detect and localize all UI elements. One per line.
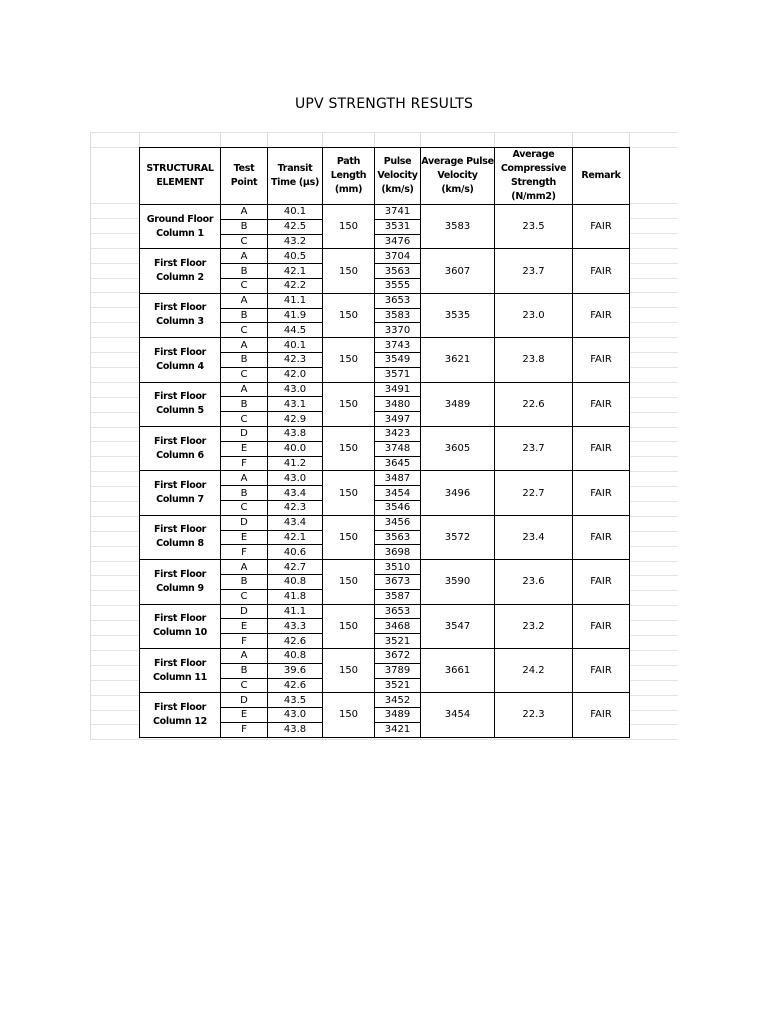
transit-time-cell: 43.1 [268, 397, 323, 412]
test-point-cell: F [221, 545, 268, 560]
transit-time-cell: 42.6 [268, 678, 323, 693]
remark-cell: FAIR [573, 426, 630, 470]
average-pulse-velocity-cell: 3535 [421, 293, 495, 337]
average-strength-cell: 23.2 [495, 604, 573, 648]
path-length-cell: 150 [323, 426, 375, 470]
transit-time-cell: 40.8 [268, 574, 323, 589]
pulse-velocity-cell: 3421 [375, 722, 421, 737]
transit-time-cell: 42.3 [268, 500, 323, 515]
structural-element-cell: First Floor Column 4 [140, 338, 221, 382]
transit-time-cell: 42.1 [268, 264, 323, 279]
test-point-cell: F [221, 456, 268, 471]
test-point-cell: E [221, 530, 268, 545]
header-average-compressive-strength: Average Compressive Strength (N/mm2) [495, 148, 573, 205]
transit-time-cell: 43.3 [268, 619, 323, 634]
structural-element-cell: First Floor Column 7 [140, 471, 221, 515]
test-point-cell: B [221, 264, 268, 279]
transit-time-cell: 41.9 [268, 308, 323, 323]
pulse-velocity-cell: 3673 [375, 574, 421, 589]
transit-time-cell: 41.1 [268, 293, 323, 308]
pulse-velocity-cell: 3468 [375, 619, 421, 634]
transit-time-cell: 41.2 [268, 456, 323, 471]
test-point-cell: B [221, 219, 268, 234]
average-strength-cell: 22.3 [495, 693, 573, 737]
pulse-velocity-cell: 3491 [375, 382, 421, 397]
average-pulse-velocity-cell: 3583 [421, 205, 495, 249]
remark-cell: FAIR [573, 648, 630, 692]
average-strength-cell: 23.7 [495, 249, 573, 293]
transit-time-cell: 42.0 [268, 367, 323, 382]
average-pulse-velocity-cell: 3496 [421, 471, 495, 515]
structural-element-cell: First Floor Column 5 [140, 382, 221, 426]
test-point-cell: C [221, 367, 268, 382]
average-pulse-velocity-cell: 3590 [421, 560, 495, 604]
test-point-cell: C [221, 278, 268, 293]
transit-time-cell: 41.8 [268, 589, 323, 604]
transit-time-cell: 40.5 [268, 249, 323, 264]
header-test-point: Test Point [221, 148, 268, 205]
transit-time-cell: 43.0 [268, 708, 323, 723]
pulse-velocity-cell: 3587 [375, 589, 421, 604]
test-point-cell: D [221, 604, 268, 619]
structural-element-cell: First Floor Column 11 [140, 648, 221, 692]
pulse-velocity-cell: 3583 [375, 308, 421, 323]
results-body [140, 205, 630, 738]
header-path-length: Path Length (mm) [323, 148, 375, 205]
test-point-cell: A [221, 249, 268, 264]
test-point-cell: B [221, 486, 268, 501]
path-length-cell: 150 [323, 338, 375, 382]
pulse-velocity-cell: 3480 [375, 397, 421, 412]
pulse-velocity-cell: 3698 [375, 545, 421, 560]
structural-element-cell: First Floor Column 9 [140, 560, 221, 604]
test-point-cell: E [221, 708, 268, 723]
test-point-cell: B [221, 308, 268, 323]
test-point-cell: C [221, 678, 268, 693]
test-point-cell: A [221, 293, 268, 308]
pulse-velocity-cell: 3423 [375, 426, 421, 441]
average-pulse-velocity-cell: 3605 [421, 426, 495, 470]
average-strength-cell: 22.7 [495, 471, 573, 515]
pulse-velocity-cell: 3704 [375, 249, 421, 264]
remark-cell: FAIR [573, 293, 630, 337]
structural-element-cell: First Floor Column 6 [140, 426, 221, 470]
pulse-velocity-cell: 3789 [375, 663, 421, 678]
pulse-velocity-cell: 3476 [375, 234, 421, 249]
transit-time-cell: 43.2 [268, 234, 323, 249]
structural-element-cell: First Floor Column 10 [140, 604, 221, 648]
transit-time-cell: 44.5 [268, 323, 323, 338]
transit-time-cell: 42.1 [268, 530, 323, 545]
transit-time-cell: 42.9 [268, 412, 323, 427]
transit-time-cell: 43.4 [268, 515, 323, 530]
path-length-cell: 150 [323, 293, 375, 337]
test-point-cell: B [221, 397, 268, 412]
upv-results-table [139, 147, 630, 738]
transit-time-cell: 40.6 [268, 545, 323, 560]
path-length-cell: 150 [323, 604, 375, 648]
pulse-velocity-cell: 3452 [375, 693, 421, 708]
transit-time-cell: 43.4 [268, 486, 323, 501]
table-row [140, 293, 630, 308]
transit-time-cell: 40.0 [268, 441, 323, 456]
transit-time-cell: 40.1 [268, 338, 323, 353]
structural-element-cell: Ground Floor Column 1 [140, 205, 221, 249]
header-average-pulse-velocity: Average Pulse Velocity (km/s) [421, 148, 495, 205]
table-row [140, 648, 630, 663]
remark-cell: FAIR [573, 205, 630, 249]
pulse-velocity-cell: 3549 [375, 352, 421, 367]
page-title: UPV STRENGTH RESULTS [294, 96, 474, 112]
table-row [140, 515, 630, 530]
path-length-cell: 150 [323, 648, 375, 692]
pulse-velocity-cell: 3546 [375, 500, 421, 515]
path-length-cell: 150 [323, 560, 375, 604]
remark-cell: FAIR [573, 693, 630, 737]
test-point-cell: F [221, 722, 268, 737]
remark-cell: FAIR [573, 249, 630, 293]
test-point-cell: C [221, 589, 268, 604]
test-point-cell: F [221, 634, 268, 649]
test-point-cell: E [221, 441, 268, 456]
test-point-cell: C [221, 234, 268, 249]
pulse-velocity-cell: 3743 [375, 338, 421, 353]
path-length-cell: 150 [323, 205, 375, 249]
pulse-velocity-cell: 3748 [375, 441, 421, 456]
test-point-cell: A [221, 382, 268, 397]
pulse-velocity-cell: 3521 [375, 634, 421, 649]
test-point-cell: D [221, 693, 268, 708]
transit-time-cell: 43.8 [268, 426, 323, 441]
pulse-velocity-cell: 3454 [375, 486, 421, 501]
transit-time-cell: 40.1 [268, 205, 323, 220]
pulse-velocity-cell: 3370 [375, 323, 421, 338]
test-point-cell: D [221, 515, 268, 530]
header-structural-element: STRUCTURAL ELEMENT [140, 148, 221, 205]
average-strength-cell: 22.6 [495, 382, 573, 426]
pulse-velocity-cell: 3653 [375, 604, 421, 619]
pulse-velocity-cell: 3489 [375, 708, 421, 723]
remark-cell: FAIR [573, 471, 630, 515]
average-strength-cell: 24.2 [495, 648, 573, 692]
table-row [140, 426, 630, 441]
pulse-velocity-cell: 3741 [375, 205, 421, 220]
test-point-cell: A [221, 648, 268, 663]
pulse-velocity-cell: 3510 [375, 560, 421, 575]
test-point-cell: A [221, 471, 268, 486]
table-row [140, 249, 630, 264]
remark-cell: FAIR [573, 382, 630, 426]
table-row [140, 338, 630, 353]
pulse-velocity-cell: 3563 [375, 530, 421, 545]
test-point-cell: C [221, 323, 268, 338]
test-point-cell: C [221, 412, 268, 427]
test-point-cell: B [221, 574, 268, 589]
path-length-cell: 150 [323, 249, 375, 293]
test-point-cell: A [221, 338, 268, 353]
average-pulse-velocity-cell: 3572 [421, 515, 495, 559]
table-row [140, 604, 630, 619]
average-strength-cell: 23.8 [495, 338, 573, 382]
test-point-cell: A [221, 560, 268, 575]
test-point-cell: C [221, 500, 268, 515]
transit-time-cell: 43.0 [268, 382, 323, 397]
average-pulse-velocity-cell: 3607 [421, 249, 495, 293]
average-strength-cell: 23.5 [495, 205, 573, 249]
transit-time-cell: 39.6 [268, 663, 323, 678]
average-strength-cell: 23.7 [495, 426, 573, 470]
pulse-velocity-cell: 3563 [375, 264, 421, 279]
pulse-velocity-cell: 3531 [375, 219, 421, 234]
remark-cell: FAIR [573, 338, 630, 382]
transit-time-cell: 42.2 [268, 278, 323, 293]
average-pulse-velocity-cell: 3547 [421, 604, 495, 648]
header-remark: Remark [573, 148, 630, 205]
pulse-velocity-cell: 3497 [375, 412, 421, 427]
average-pulse-velocity-cell: 3661 [421, 648, 495, 692]
structural-element-cell: First Floor Column 12 [140, 693, 221, 737]
header-transit-time: Transit Time (µs) [268, 148, 323, 205]
header-row [140, 148, 630, 205]
remark-cell: FAIR [573, 560, 630, 604]
average-pulse-velocity-cell: 3454 [421, 693, 495, 737]
test-point-cell: A [221, 205, 268, 220]
test-point-cell: B [221, 663, 268, 678]
transit-time-cell: 42.5 [268, 219, 323, 234]
transit-time-cell: 43.0 [268, 471, 323, 486]
average-strength-cell: 23.0 [495, 293, 573, 337]
remark-cell: FAIR [573, 604, 630, 648]
path-length-cell: 150 [323, 382, 375, 426]
structural-element-cell: First Floor Column 2 [140, 249, 221, 293]
path-length-cell: 150 [323, 515, 375, 559]
table-row [140, 560, 630, 575]
path-length-cell: 150 [323, 693, 375, 737]
transit-time-cell: 43.8 [268, 722, 323, 737]
transit-time-cell: 42.3 [268, 352, 323, 367]
pulse-velocity-cell: 3487 [375, 471, 421, 486]
pulse-velocity-cell: 3521 [375, 678, 421, 693]
pulse-velocity-cell: 3456 [375, 515, 421, 530]
pulse-velocity-cell: 3645 [375, 456, 421, 471]
transit-time-cell: 42.7 [268, 560, 323, 575]
average-pulse-velocity-cell: 3621 [421, 338, 495, 382]
transit-time-cell: 42.6 [268, 634, 323, 649]
test-point-cell: D [221, 426, 268, 441]
table-row [140, 693, 630, 708]
pulse-velocity-cell: 3555 [375, 278, 421, 293]
average-pulse-velocity-cell: 3489 [421, 382, 495, 426]
structural-element-cell: First Floor Column 3 [140, 293, 221, 337]
header-pulse-velocity: Pulse Velocity (km/s) [375, 148, 421, 205]
average-strength-cell: 23.4 [495, 515, 573, 559]
table-row [140, 205, 630, 220]
transit-time-cell: 41.1 [268, 604, 323, 619]
average-strength-cell: 23.6 [495, 560, 573, 604]
structural-element-cell: First Floor Column 8 [140, 515, 221, 559]
table-row [140, 471, 630, 486]
pulse-velocity-cell: 3571 [375, 367, 421, 382]
pulse-velocity-cell: 3672 [375, 648, 421, 663]
pulse-velocity-cell: 3653 [375, 293, 421, 308]
transit-time-cell: 40.8 [268, 648, 323, 663]
remark-cell: FAIR [573, 515, 630, 559]
test-point-cell: B [221, 352, 268, 367]
transit-time-cell: 43.5 [268, 693, 323, 708]
table-row [140, 382, 630, 397]
test-point-cell: E [221, 619, 268, 634]
path-length-cell: 150 [323, 471, 375, 515]
